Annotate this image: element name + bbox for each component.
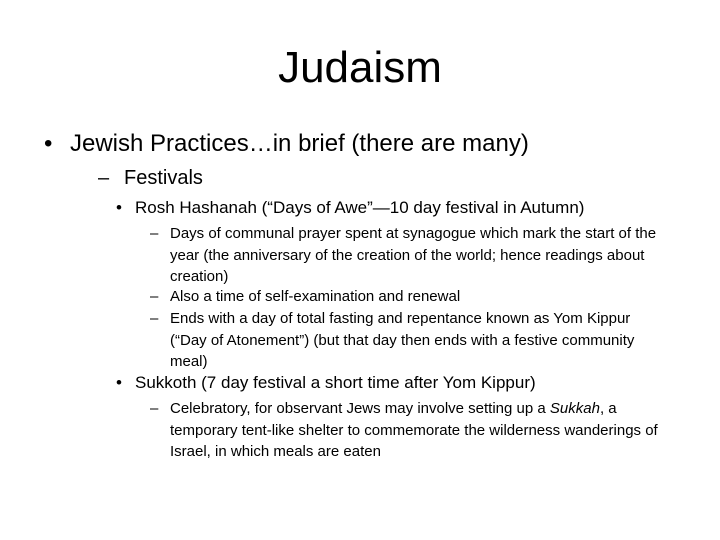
bullet-dash: – [150, 310, 159, 327]
text-suffix: , a temporary tent-like shelter to commemorate the wilderness wanderings of Israel, in which meals are eaten [170, 400, 658, 460]
list-item-text: Days of communal prayer spent at synagogue which mark the start of the year (the anniversary of the creation of the world; hence readings about creation) [170, 225, 657, 285]
bullet-dash: – [150, 288, 159, 305]
bullet-dot: • [44, 130, 53, 157]
text-prefix: Celebratory, for observant Jews may involve setting up a [170, 400, 550, 417]
slide-title: Judaism [278, 43, 442, 92]
bullet-dot: • [116, 198, 122, 217]
bullet-dash: – [150, 400, 159, 417]
sukkah-term: Sukkah [549, 400, 600, 417]
list-item-text [170, 398, 670, 463]
bullet-text: Festivals [124, 167, 203, 189]
festival-heading: Rosh Hashanah (“Days of Awe”—10 day festival in Autumn) [135, 198, 585, 217]
list-item-text: Also a time of self-examination and renewal [170, 288, 461, 305]
bullet-text: Jewish Practices…in brief (there are many) [70, 130, 529, 157]
festival-heading: Sukkoth (7 day festival a short time after Yom Kippur) [135, 373, 536, 392]
bullet-dot: • [116, 373, 122, 392]
bullet-dash: – [98, 167, 110, 189]
bullet-dash: – [150, 225, 159, 242]
list-item-text: Ends with a day of total fasting and repentance known as Yom Kippur (“Day of Atonement”) (but that day then ends with a festive community meal) [170, 310, 635, 370]
